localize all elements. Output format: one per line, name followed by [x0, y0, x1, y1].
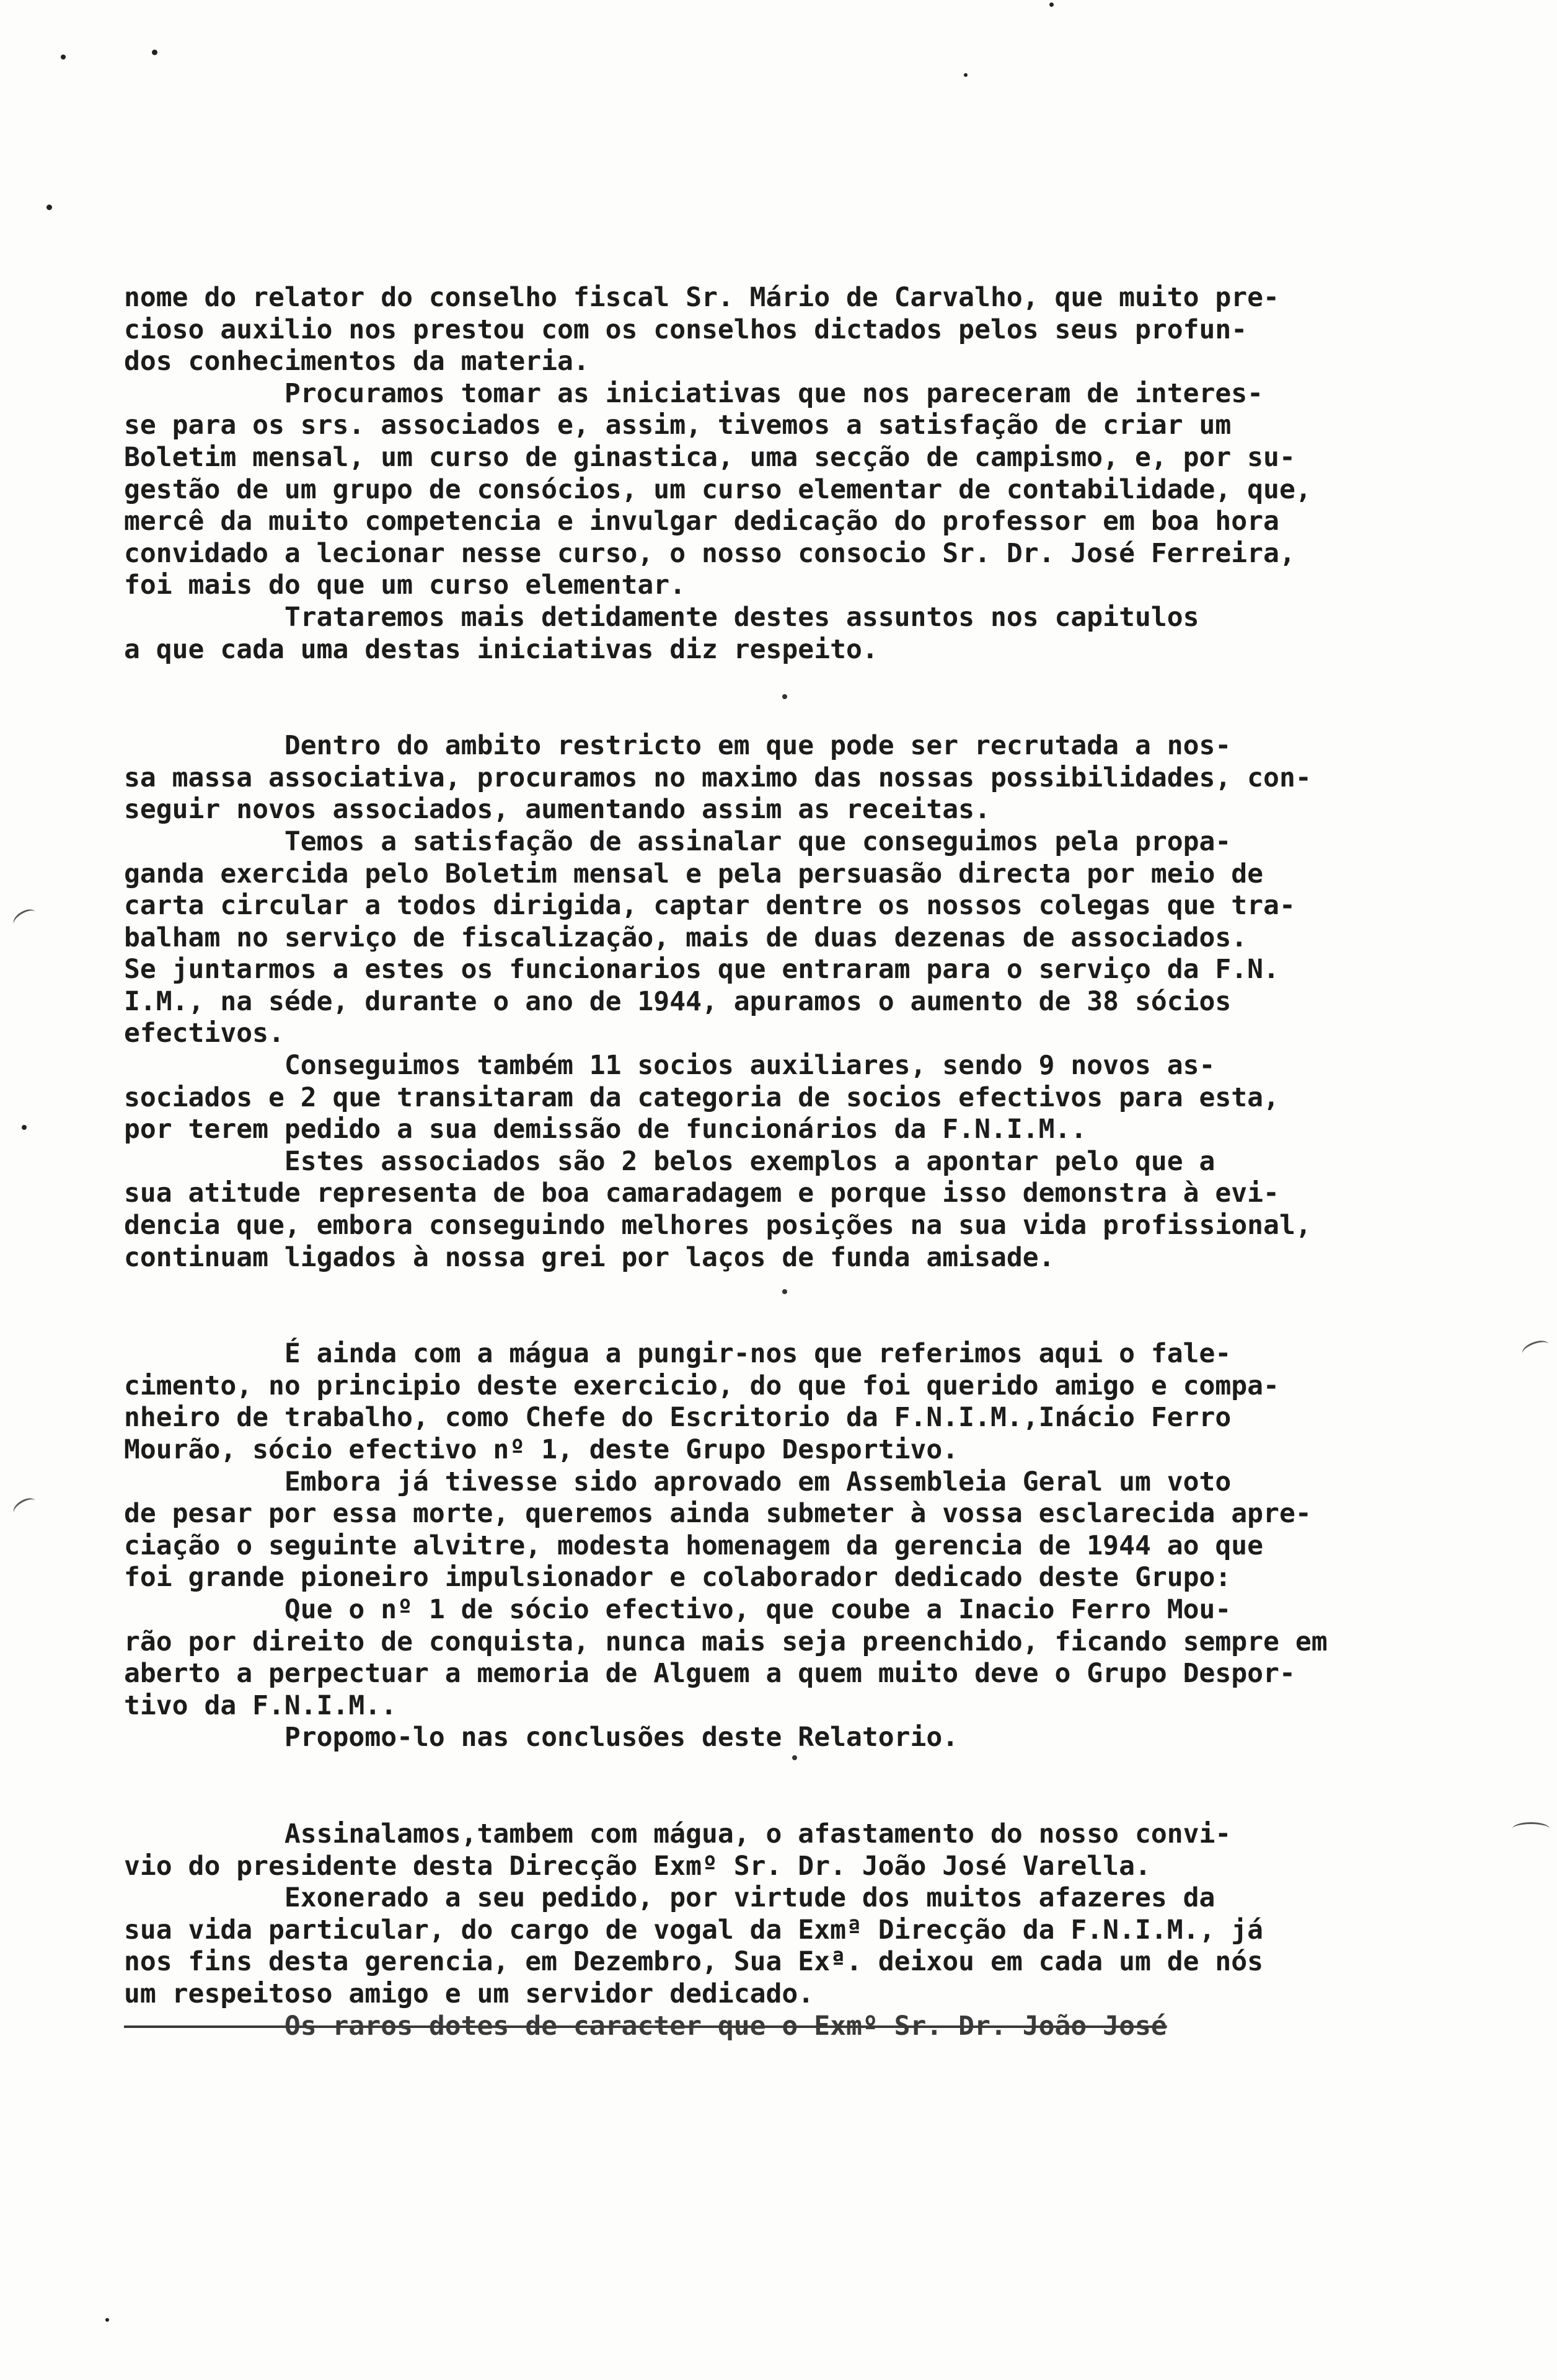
text-line: balham no serviço de fiscalização, mais de duas dezenas de associados.	[124, 922, 1248, 953]
text-line: convidado a lecionar nesse curso, o nosso consocio Sr. Dr. José Ferreira,	[124, 537, 1295, 569]
text-line: Temos a satisfação de assinalar que conseguimos pela propa-	[124, 826, 1232, 857]
text-line: ganda exercida pelo Boletim mensal e pela persuasão directa por meio de	[124, 858, 1264, 889]
text-line: Trataremos mais detidamente destes assuntos nos capitulos	[124, 601, 1199, 633]
text-line: É ainda com a mágua a pungir-nos que referimos aqui o fale-	[124, 1338, 1232, 1370]
text-line-struck: Os raros dotes de caracter que o Exmº Sr. Dr. João José	[124, 2010, 1167, 2042]
scan-speck	[22, 1125, 27, 1130]
margin-scribble	[11, 1495, 39, 1520]
text-line: nos fins desta gerencia, em Dezembro, Sua Exª. deixou em cada um de nós	[124, 1946, 1264, 1978]
text-line: se para os srs. associados e, assim, tivemos a satisfação de criar um	[124, 410, 1232, 441]
text-line: um respeitoso amigo e um servidor dedicado.	[124, 1978, 814, 2009]
paragraph	[124, 2011, 1512, 2043]
text-line: continuam ligados à nossa grei por laços de funda amisade.	[124, 1241, 1055, 1273]
text-line: Estes associados são 2 belos exemplos a apontar pelo que a	[124, 1145, 1215, 1177]
text-line: foi mais do que um curso elementar.	[124, 570, 686, 601]
paragraph	[124, 1722, 1512, 1754]
text-line: foi grande pioneiro impulsionador e colaborador dedicado deste Grupo:	[124, 1562, 1232, 1593]
scan-speck	[105, 2318, 109, 2322]
paragraph	[124, 826, 1512, 1050]
paragraph	[124, 378, 1512, 602]
paragraph	[124, 730, 1512, 826]
paragraph	[124, 1338, 1512, 1466]
text-line: Embora já tivesse sido aprovado em Assembleia Geral um voto	[124, 1466, 1232, 1497]
text-line: nheiro de trabalho, como Chefe do Escritorio da F.N.I.M.,Inácio Ferro	[124, 1402, 1232, 1434]
paragraph	[124, 1146, 1512, 1274]
margin-scribble	[1512, 1822, 1550, 1835]
paragraph	[124, 602, 1512, 666]
text-line: vio do presidente desta Direcção Exmº Sr. Dr. João José Varella.	[124, 1850, 1151, 1882]
text-line: cimento, no principio deste exercicio, do que foi querido amigo e compa-	[124, 1370, 1279, 1401]
text-line: sua vida particular, do cargo de vogal da Exmª Direcção da F.N.I.M., já	[124, 1914, 1264, 1946]
text-line: tivo da F.N.I.M..	[124, 1690, 397, 1721]
scan-speck	[46, 205, 52, 210]
text-line: Dentro do ambito restricto em que pode ser recrutada a nos-	[124, 730, 1232, 762]
text-line: a que cada uma destas iniciativas diz respeito.	[124, 633, 878, 665]
text-line: dos conhecimentos da materia.	[124, 346, 589, 377]
scan-speck	[61, 55, 66, 60]
text-line: Exonerado a seu pedido, por virtude dos muitos afazeres da	[124, 1882, 1215, 1914]
text-line: dencia que, embora conseguindo melhores posições na sua vida profissional,	[124, 1210, 1312, 1241]
text-line: Se juntarmos a estes os funcionarios que entraram para o serviço da F.N.	[124, 954, 1279, 985]
text-line: cioso auxilio nos prestou com os conselhos dictados pelos seus profun-	[124, 314, 1248, 345]
text-line: Que o nº 1 de sócio efectivo, que coube a Inacio Ferro Mou-	[124, 1593, 1232, 1625]
paragraph	[124, 1466, 1512, 1594]
paragraph	[124, 1882, 1512, 2010]
text-line: mercê da muito competencia e invulgar dedicação do professor em boa hora	[124, 506, 1279, 537]
text-line: por terem pedido a sua demissão de funcionários da F.N.I.M..	[124, 1114, 1087, 1145]
text-line: Mourão, sócio efectivo nº 1, deste Grupo Desportivo.	[124, 1434, 959, 1465]
text-line: efectivos.	[124, 1018, 284, 1049]
paragraph	[124, 1594, 1512, 1722]
text-line: Boletim mensal, um curso de ginastica, uma secção de campismo, e, por su-	[124, 441, 1295, 473]
paragraph	[124, 1818, 1512, 1882]
text-line: Propomo-lo nas conclusões deste Relatorio.	[124, 1722, 959, 1753]
margin-scribble	[1520, 1338, 1551, 1360]
text-line: rão por direito de conquista, nunca mais seja preenchido, ficando sempre em	[124, 1626, 1328, 1657]
text-line: de pesar por essa morte, queremos ainda submeter à vossa esclarecida apre-	[124, 1498, 1312, 1530]
paragraph	[124, 282, 1512, 378]
scan-speck	[152, 50, 157, 55]
text-line: Conseguimos também 11 socios auxiliares, sendo 9 novos as-	[124, 1050, 1215, 1082]
text-line: aberto a perpectuar a memoria de Alguem a quem muito deve o Grupo Despor-	[124, 1658, 1295, 1690]
text-line: Procuramos tomar as iniciativas que nos pareceram de interes-	[124, 377, 1264, 409]
text-line: sociados e 2 que transitaram da categoria de socios efectivos para esta,	[124, 1082, 1279, 1113]
paragraph	[124, 1050, 1512, 1146]
text-line: carta circular a todos dirigida, captar dentre os nossos colegas que tra-	[124, 890, 1295, 922]
text-line: seguir novos associados, aumentando assim as receitas.	[124, 794, 990, 826]
text-line: Assinalamos,tambem com mágua, o afastamento do nosso convi-	[124, 1818, 1232, 1849]
text-line: sua atitude representa de boa camaradagem e porque isso demonstra à evi-	[124, 1178, 1279, 1209]
text-line: sa massa associativa, procuramos no maximo das nossas possibilidades, con-	[124, 762, 1312, 793]
margin-scribble	[11, 906, 39, 931]
scan-speck	[1049, 2, 1054, 7]
text-line: I.M., na séde, durante o ano de 1944, apuramos o aumento de 38 sócios	[124, 985, 1232, 1017]
text-line: ciação o seguinte alvitre, modesta homenagem da gerencia de 1944 ao que	[124, 1530, 1264, 1561]
scan-speck	[964, 73, 968, 77]
text-line: nome do relator do conselho fiscal Sr. Mário de Carvalho, que muito pre-	[124, 282, 1279, 313]
text-line: gestão de um grupo de consócios, um curso elementar de contabilidade, que,	[124, 474, 1312, 505]
document-body	[124, 282, 1512, 2042]
